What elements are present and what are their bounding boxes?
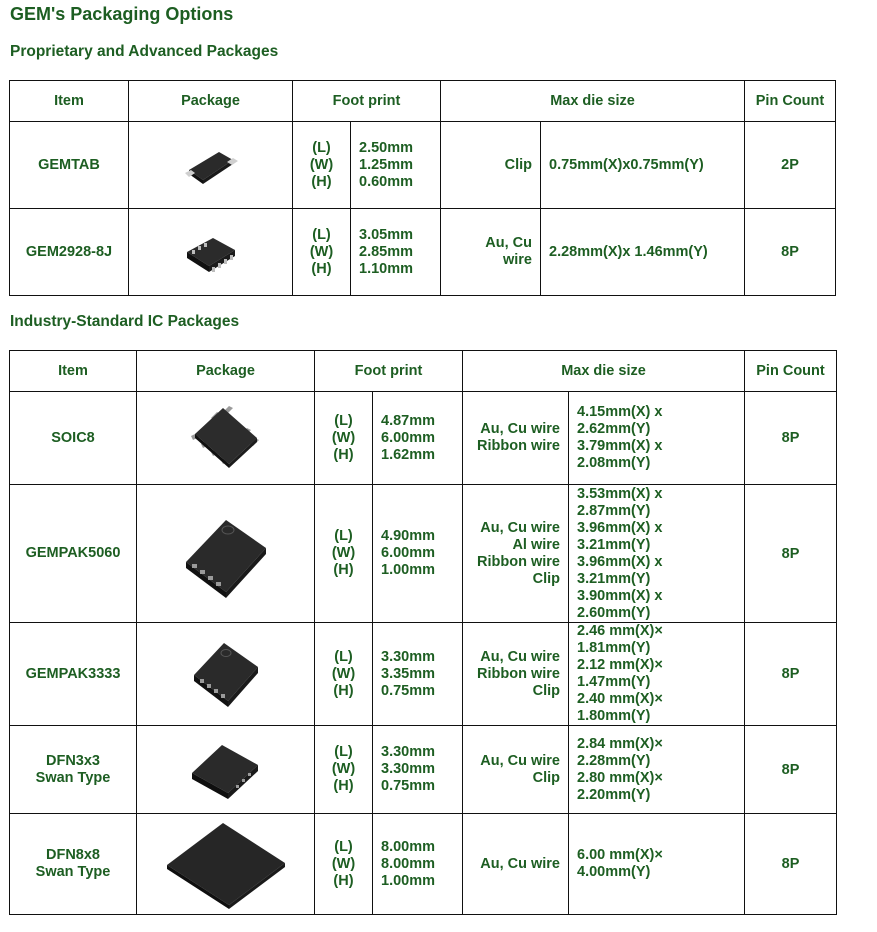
- item-cell: GEMPAK5060: [10, 485, 137, 623]
- table-row: [10, 122, 836, 209]
- table-row: [10, 209, 836, 296]
- header-foot-print: Foot print: [293, 81, 441, 122]
- package-image-cell: [137, 726, 315, 814]
- die-size-cell: 3.53mm(X) x 2.87mm(Y) 3.96mm(X) x 3.21mm(Y) 3.96mm(X) x 3.21mm(Y) 3.90mm(X) x 2.60mm(Y): [569, 485, 745, 623]
- pin-count-cell: 8P: [745, 209, 836, 296]
- dfn3x3-package-image: [186, 735, 266, 805]
- die-size-cell: 4.15mm(X) x 2.62mm(Y) 3.79mm(X) x 2.08mm(Y): [569, 392, 745, 485]
- table-row: [10, 814, 837, 915]
- header-package: Package: [129, 81, 293, 122]
- pin-count-cell: 8P: [745, 726, 837, 814]
- footprint-labels: (L) (W) (H): [315, 623, 373, 726]
- footprint-labels: (L) (W) (H): [315, 726, 373, 814]
- item-cell: SOIC8: [10, 392, 137, 485]
- die-type-cell: Au, Cu wire: [441, 209, 541, 296]
- pin-count-cell: 2P: [745, 122, 836, 209]
- footprint-values: 3.30mm 3.35mm 0.75mm: [373, 623, 463, 726]
- package-image-cell: [137, 392, 315, 485]
- die-type-cell: Au, Cu wire Clip: [463, 726, 569, 814]
- die-type-cell: Clip: [441, 122, 541, 209]
- table-row: [10, 392, 837, 485]
- footprint-values: 4.87mm 6.00mm 1.62mm: [373, 392, 463, 485]
- header-max-die-size: Max die size: [463, 351, 745, 392]
- item-cell: GEM2928-8J: [10, 209, 129, 296]
- die-size-cell: 2.84 mm(X)× 2.28mm(Y) 2.80 mm(X)× 2.20mm(Y): [569, 726, 745, 814]
- footprint-values: 2.50mm 1.25mm 0.60mm: [351, 122, 441, 209]
- die-type-cell: Au, Cu wire Al wire Ribbon wire Clip: [463, 485, 569, 623]
- footprint-labels: (L) (W) (H): [315, 814, 373, 915]
- package-image-cell: [137, 485, 315, 623]
- item-cell: DFN3x3 Swan Type: [10, 726, 137, 814]
- proprietary-section-title: Proprietary and Advanced Packages: [10, 43, 279, 60]
- header-item: Item: [10, 81, 129, 122]
- gempak3333-package-image: [186, 631, 266, 717]
- pin-count-cell: 8P: [745, 623, 837, 726]
- footprint-values: 8.00mm 8.00mm 1.00mm: [373, 814, 463, 915]
- soic8-package-image: [181, 398, 271, 478]
- item-cell: GEMTAB: [10, 122, 129, 209]
- footprint-labels: (L) (W) (H): [315, 485, 373, 623]
- gemtab-package-image: [181, 140, 241, 190]
- table-header-row: [10, 81, 836, 122]
- industry-packages-table: [9, 350, 837, 915]
- die-size-cell: 2.46 mm(X)× 1.81mm(Y) 2.12 mm(X)× 1.47mm(Y) 2.40 mm(X)× 1.80mm(Y): [569, 623, 745, 726]
- footprint-values: 3.05mm 2.85mm 1.10mm: [351, 209, 441, 296]
- die-type-cell: Au, Cu wire: [463, 814, 569, 915]
- die-type-cell: Au, Cu wire Ribbon wire Clip: [463, 623, 569, 726]
- table-row: [10, 485, 837, 623]
- header-foot-print: Foot print: [315, 351, 463, 392]
- package-image-cell: [129, 209, 293, 296]
- header-pin-count: Pin Count: [745, 351, 837, 392]
- footprint-values: 3.30mm 3.30mm 0.75mm: [373, 726, 463, 814]
- item-cell: GEMPAK3333: [10, 623, 137, 726]
- footprint-labels: (L) (W) (H): [293, 209, 351, 296]
- table-row: [10, 726, 837, 814]
- package-image-cell: [129, 122, 293, 209]
- package-image-cell: [137, 623, 315, 726]
- footprint-labels: (L) (W) (H): [293, 122, 351, 209]
- footprint-labels: (L) (W) (H): [315, 392, 373, 485]
- header-item: Item: [10, 351, 137, 392]
- gempak5060-package-image: [178, 504, 274, 604]
- die-size-cell: 2.28mm(X)x 1.46mm(Y): [541, 209, 745, 296]
- footprint-values: 4.90mm 6.00mm 1.00mm: [373, 485, 463, 623]
- die-size-cell: 0.75mm(X)x0.75mm(Y): [541, 122, 745, 209]
- package-image-cell: [137, 814, 315, 915]
- header-max-die-size: Max die size: [441, 81, 745, 122]
- dfn8x8-package-image: [161, 817, 291, 911]
- industry-section-title: Industry-Standard IC Packages: [10, 313, 240, 330]
- pin-count-cell: 8P: [745, 485, 837, 623]
- item-cell: DFN8x8 Swan Type: [10, 814, 137, 915]
- page-title: GEM's Packaging Options: [10, 4, 234, 24]
- pin-count-cell: 8P: [745, 814, 837, 915]
- pin-count-cell: 8P: [745, 392, 837, 485]
- gem2928-8j-package-image: [181, 224, 241, 280]
- table-header-row: [10, 351, 837, 392]
- proprietary-packages-table: [9, 80, 836, 296]
- die-type-cell: Au, Cu wire Ribbon wire: [463, 392, 569, 485]
- table-row: [10, 623, 837, 726]
- die-size-cell: 6.00 mm(X)× 4.00mm(Y): [569, 814, 745, 915]
- header-package: Package: [137, 351, 315, 392]
- header-pin-count: Pin Count: [745, 81, 836, 122]
